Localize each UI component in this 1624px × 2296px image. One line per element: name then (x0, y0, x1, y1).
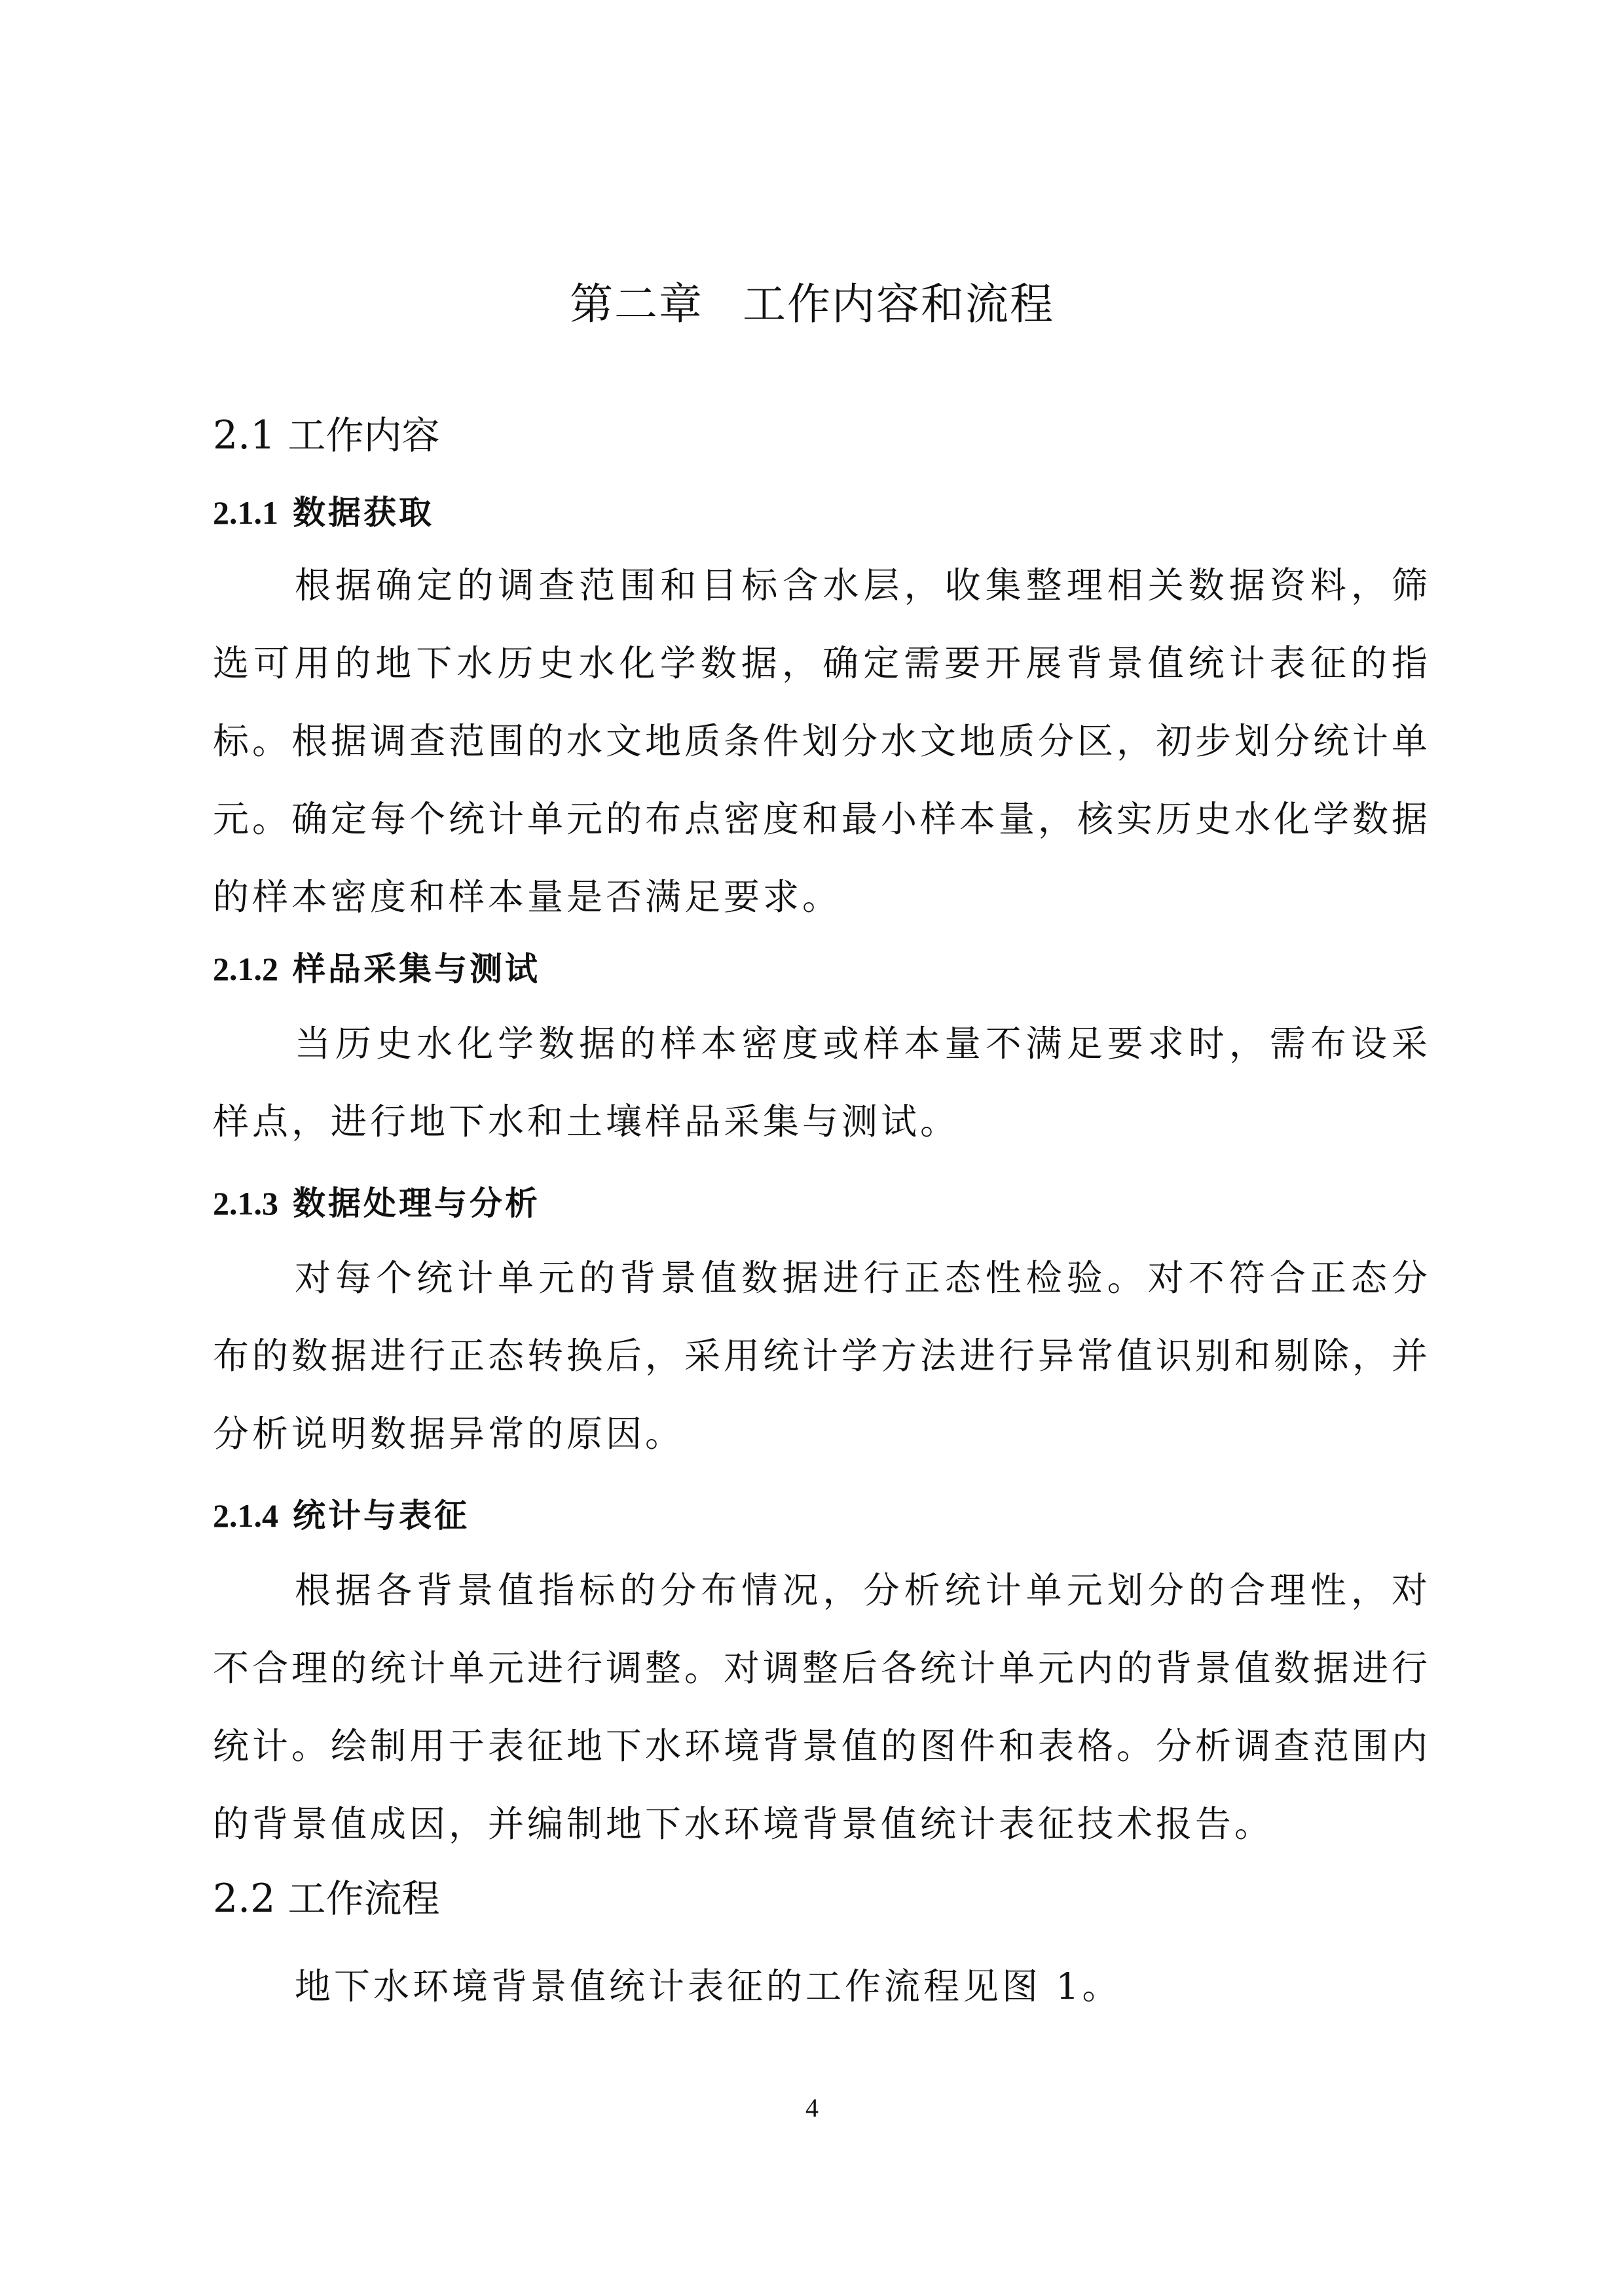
section-heading-2-2 (213, 1872, 440, 1925)
chapter-title-text: 工作内容和流程 (743, 279, 1054, 329)
paragraph-2-1-2: 当历史水化学数据的样本密度或样本量不满足要求时，需布设采样点，进行地下水和土壤样品采集与测试。 (213, 1023, 1431, 1142)
section-number: 2.1 (213, 412, 276, 458)
section-number: 2.2 (213, 1876, 276, 1922)
subsection-title: 样品采集与测试 (293, 949, 540, 988)
section-heading-2-1 (213, 409, 440, 462)
paragraph-2-2: 地下水环境背景值统计表征的工作流程见图 1。 (295, 1965, 1122, 2007)
section-title: 工作内容 (287, 413, 440, 458)
paragraph-2-1-3: 对每个统计单元的背景值数据进行正态性检验。对不符合正态分布的数据进行正态转换后，采用统计学方法进行异常值识别和剔除，并分析说明数据异常的原因。 (213, 1257, 1431, 1455)
subsection-heading-2-1-3 (213, 1180, 540, 1226)
subsection-title: 统计与表征 (293, 1496, 470, 1535)
subsection-number: 2.1.2 (213, 951, 278, 987)
subsection-number: 2.1.3 (213, 1185, 278, 1222)
subsection-heading-2-1-4 (213, 1493, 470, 1539)
paragraph-2-1-4: 根据各背景值指标的分布情况，分析统计单元划分的合理性，对不合理的统计单元进行调整。对调整后各统计单元内的背景值数据进行统计。绘制用于表征地下水环境背景值的图件和表格。分析调查范围内的背景值成因，并编制地下水环境背景值统计表征技术报告。 (213, 1569, 1431, 1845)
paragraph-2-1-1: 根据确定的调查范围和目标含水层，收集整理相关数据资料，筛选可用的地下水历史水化学数据，确定需要开展背景值统计表征的指标。根据调查范围的水文地质条件划分水文地质分区，初步划分统计单元。确定每个统计单元的布点密度和最小样本量，核实历史水化学数据的样本密度和样本量是否满足要求。 (213, 564, 1431, 918)
subsection-title: 数据处理与分析 (293, 1184, 540, 1222)
page-number: 4 (805, 2093, 819, 2123)
subsection-heading-2-1-2 (213, 946, 540, 992)
section-title: 工作流程 (287, 1876, 440, 1921)
subsection-heading-2-1-1 (213, 490, 434, 536)
subsection-number: 2.1.1 (213, 494, 278, 531)
subsection-title: 数据获取 (293, 493, 434, 532)
chapter-label: 第二章 (570, 279, 703, 329)
chapter-title (0, 275, 1624, 334)
subsection-number: 2.1.4 (213, 1497, 278, 1534)
